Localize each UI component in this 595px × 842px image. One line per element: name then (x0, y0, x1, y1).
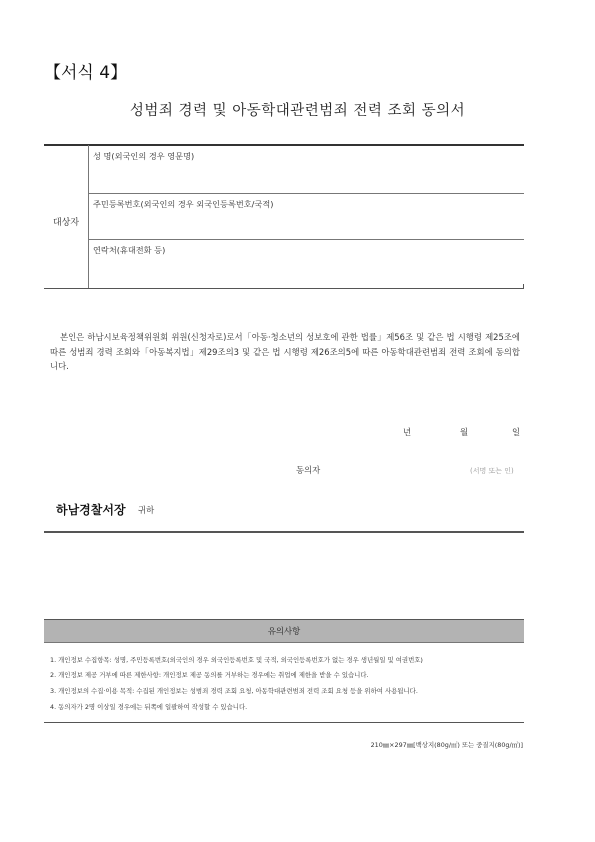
date-year-label: 년 (403, 427, 412, 437)
table-corner-tick (523, 284, 524, 289)
table-column-divider (88, 145, 89, 288)
consent-text: 본인은 하남시보육정책위원회 위원(신청자로)로서「아동·청소년의 성보호에 관한 법률」제56조 및 같은 법 시행령 제25조에 따른 성범죄 경력 조회와「아동복지법」제29조의3 및 같은 법 시행령 제26조의5에 따른 아동학대관련범죄 전력 조회에 동의합니다. (50, 332, 520, 371)
table-top-rule (44, 144, 524, 146)
notes-bottom-rule (44, 722, 524, 723)
notes-heading: 유의사항 (267, 626, 301, 636)
note-item: 2. 개인정보 제공 거부에 따른 제한사항: 개인정보 제공 동의를 거부하는 경우에는 취업에 제한을 받을 수 있습니다. (50, 671, 369, 679)
signature-hint: (서명 또는 인) (470, 467, 514, 475)
note-item: 1. 개인정보 수집항목: 성명, 주민등록번호(외국인의 경우 외국인등록번호 및 국적, 외국인등록번호가 없는 경우 생년월일 및 여권번호) (50, 656, 423, 664)
contact-field: 연락처(휴대전화 등) (93, 245, 166, 255)
recipient-suffix: 귀하 (138, 505, 155, 515)
date-day-label: 일 (512, 427, 521, 437)
form-code: 【서식 4】 (44, 63, 128, 83)
paper-spec: 210㎜×297㎜[백상지(80g/㎡) 또는 중질지(80g/㎡)] (370, 741, 523, 749)
document-title: 성범죄 경력 및 아동학대관련범죄 전력 조회 동의서 (129, 103, 466, 119)
recipient-rule (44, 531, 524, 533)
date-month-label: 월 (460, 427, 469, 437)
consent-statement (50, 330, 520, 374)
name-field: 성 명(외국인의 경우 영문명) (93, 151, 195, 161)
note-item: 4. 동의자가 2명 이상일 경우에는 뒤쪽에 일괄하여 작성할 수 있습니다. (50, 703, 248, 711)
recipient-name: 하남경찰서장 (56, 503, 126, 517)
table-row-divider (88, 239, 524, 240)
note-item: 3. 개인정보의 수집·이용 목적: 수집된 개인정보는 성범죄 경력 조회 요청, 아동학대관련범죄 전력 조회 요청 등을 위하여 사용됩니다. (50, 687, 418, 695)
table-bottom-rule (44, 288, 524, 289)
resident-number-field: 주민등록번호(외국인의 경우 외국인등록번호/국적) (93, 199, 274, 209)
consenter-label: 동의자 (296, 465, 321, 475)
subject-label: 대상자 (52, 218, 80, 228)
table-row-divider (88, 193, 524, 194)
